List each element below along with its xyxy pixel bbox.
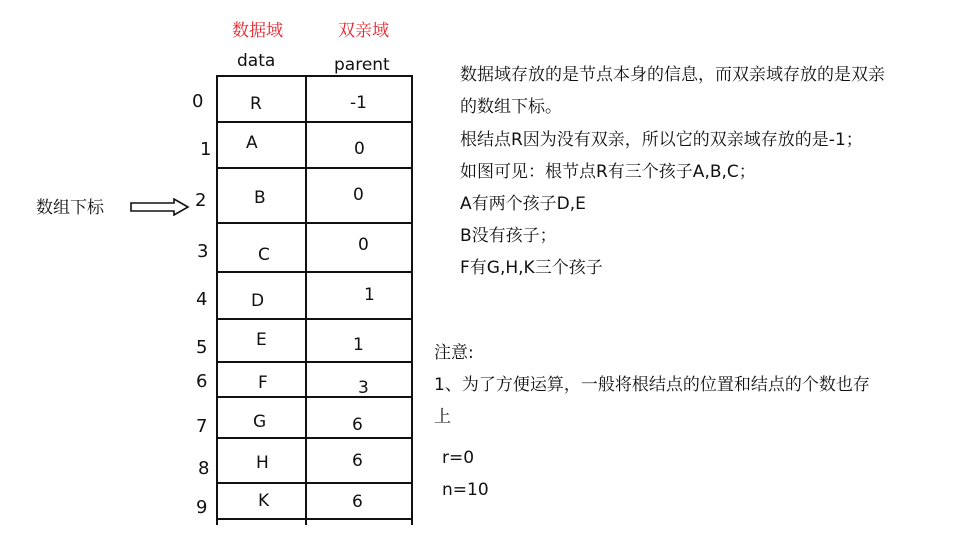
- index-label: 3: [197, 241, 209, 262]
- table-row-line: [216, 361, 412, 363]
- table-row-line: [216, 271, 412, 273]
- table-border-left: [216, 75, 218, 525]
- data-field-header: 数据域: [232, 21, 283, 41]
- parent-cell: 0: [358, 235, 369, 255]
- table-border-right: [411, 75, 413, 525]
- parent-cell: 6: [352, 492, 363, 512]
- note-line: 1、为了方便运算，一般将根结点的位置和结点的个数也存: [434, 375, 870, 395]
- description-line: 根结点R因为没有双亲，所以它的双亲域存放的是-1；: [460, 130, 863, 150]
- index-label: 1: [200, 139, 212, 160]
- parent-cell: 1: [364, 285, 375, 305]
- table-row-line: [216, 75, 412, 77]
- table-row-line: [216, 167, 412, 169]
- node-count-value: n=10: [442, 480, 489, 500]
- data-cell: K: [258, 491, 270, 511]
- parent-cell: -1: [350, 93, 367, 113]
- table-column-divider: [305, 75, 307, 525]
- table-row-line: [216, 396, 412, 398]
- description-line: A有两个孩子D,E: [460, 194, 586, 214]
- index-label: 8: [198, 458, 210, 479]
- parent-cell: 6: [352, 415, 363, 435]
- table-row-line: [216, 482, 412, 484]
- data-cell: A: [246, 133, 258, 153]
- description-line: F有G,H,K三个孩子: [460, 258, 603, 278]
- note-line: 上: [434, 407, 451, 427]
- parent-field-header: 双亲域: [338, 21, 389, 41]
- table-row-line: [216, 318, 412, 320]
- index-label: 5: [196, 337, 208, 358]
- parent-cell: 0: [353, 185, 364, 205]
- right-arrow-icon: [130, 198, 190, 216]
- index-label: 2: [195, 190, 207, 211]
- parent-cell: 3: [358, 378, 369, 398]
- note-title: 注意:: [434, 343, 474, 363]
- data-cell: H: [256, 453, 269, 473]
- parent-cell: 0: [354, 139, 365, 159]
- data-cell: C: [258, 245, 270, 265]
- table-row-line: [216, 518, 412, 520]
- index-label: 0: [192, 91, 204, 112]
- index-label: 4: [196, 289, 208, 310]
- data-cell: E: [256, 330, 267, 350]
- description-line: 如图可见：根节点R有三个孩子A,B,C；: [460, 162, 756, 182]
- parent-cell: 1: [353, 335, 364, 355]
- data-cell: R: [250, 94, 262, 114]
- array-index-label: 数组下标: [36, 198, 104, 218]
- index-label: 9: [196, 497, 208, 518]
- table-row-line: [216, 222, 412, 224]
- description-line: B没有孩子；: [460, 226, 557, 246]
- data-cell: B: [254, 188, 266, 208]
- table-row-line: [216, 121, 412, 123]
- parent-column-label: parent: [334, 55, 390, 75]
- parent-cell: 6: [352, 451, 363, 471]
- data-cell: G: [253, 412, 267, 432]
- index-label: 6: [196, 371, 208, 392]
- description-line: 数据域存放的是节点本身的信息，而双亲域存放的是双亲: [460, 65, 885, 85]
- data-cell: D: [251, 291, 265, 311]
- description-line: 的数组下标。: [460, 97, 562, 117]
- data-column-label: data: [237, 51, 276, 71]
- table-row-line: [216, 437, 412, 439]
- index-label: 7: [196, 416, 208, 437]
- root-position-value: r=0: [442, 448, 475, 468]
- data-cell: F: [258, 373, 268, 393]
